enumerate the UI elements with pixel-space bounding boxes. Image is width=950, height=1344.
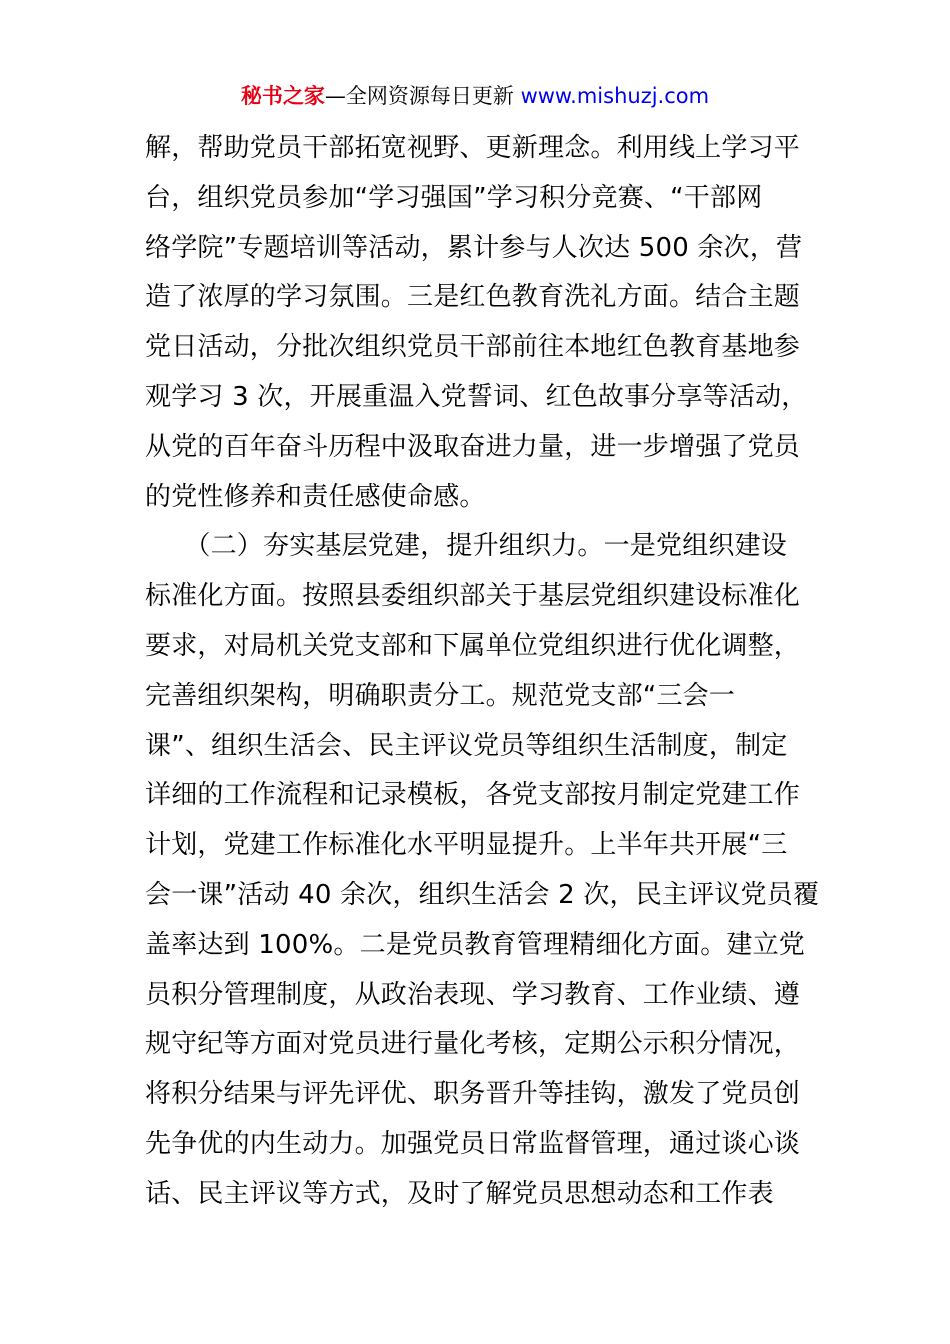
text-line: 要求，对局机关党支部和下属单位党组织进行优化调整， bbox=[145, 630, 801, 661]
text-line: 课”、组织生活会、民主评议党员等组织生活制度，制定 bbox=[145, 730, 788, 761]
section-heading-line: （二）夯实基层党建，提升组织力。一是党组织建设 bbox=[145, 531, 788, 562]
text-line: 造了浓厚的学习氛围。三是红色教育洗礼方面。结合主题 bbox=[145, 282, 801, 313]
text-line: 标准化方面。按照县委组织部关于基层党组织建设标准化 bbox=[145, 581, 801, 612]
document-body bbox=[145, 124, 820, 1220]
text-line: 党日活动，分批次组织党员干部前往本地红色教育基地参 bbox=[145, 332, 801, 363]
text-line: 会一课”活动 40 余次，组织生活会 2 次，民主评议党员覆 bbox=[145, 879, 820, 910]
brand-name: 秘书之家 bbox=[240, 84, 325, 108]
text-line: 从党的百年奋斗历程中汲取奋进力量，进一步增强了党员 bbox=[145, 431, 801, 462]
text-line: 的党性修养和责任感使命感。 bbox=[145, 481, 486, 512]
site-url-link[interactable]: www.mishuzj.com bbox=[520, 84, 710, 108]
text-line: 盖率达到 100%。二是党员教育管理精细化方面。建立党 bbox=[145, 929, 805, 960]
text-line: 员积分管理制度，从政治表现、学习教育、工作业绩、遵 bbox=[145, 979, 801, 1010]
text-line: 观学习 3 次，开展重温入党誓词、红色故事分享等活动， bbox=[145, 381, 808, 412]
text-line: 解，帮助党员干部拓宽视野、更新理念。利用线上学习平 bbox=[145, 133, 801, 163]
site-header bbox=[0, 81, 950, 111]
text-line: 络学院”专题培训等活动，累计参与人次达 500 余次，营 bbox=[145, 232, 803, 263]
text-line: 台，组织党员参加“学习强国”学习积分竞赛、“干部网 bbox=[145, 182, 763, 213]
text-line: 话、民主评议等方式，及时了解党员思想动态和工作表 bbox=[145, 1178, 774, 1209]
text-line: 完善组织架构，明确职责分工。规范党支部“三会一 bbox=[145, 680, 736, 711]
header-tagline: —全网资源每日更新 bbox=[324, 84, 521, 108]
text-line: 将积分结果与评先评优、职务晋升等挂钩，激发了党员创 bbox=[145, 1079, 801, 1110]
text-line: 计划，党建工作标准化水平明显提升。上半年共开展“三 bbox=[145, 830, 788, 861]
text-line: 规守纪等方面对党员进行量化考核，定期公示积分情况， bbox=[145, 1029, 801, 1060]
text-line: 先争优的内生动力。加强党员日常监督管理，通过谈心谈 bbox=[145, 1128, 801, 1159]
text-line: 详细的工作流程和记录模板，各党支部按月制定党建工作 bbox=[145, 780, 801, 811]
